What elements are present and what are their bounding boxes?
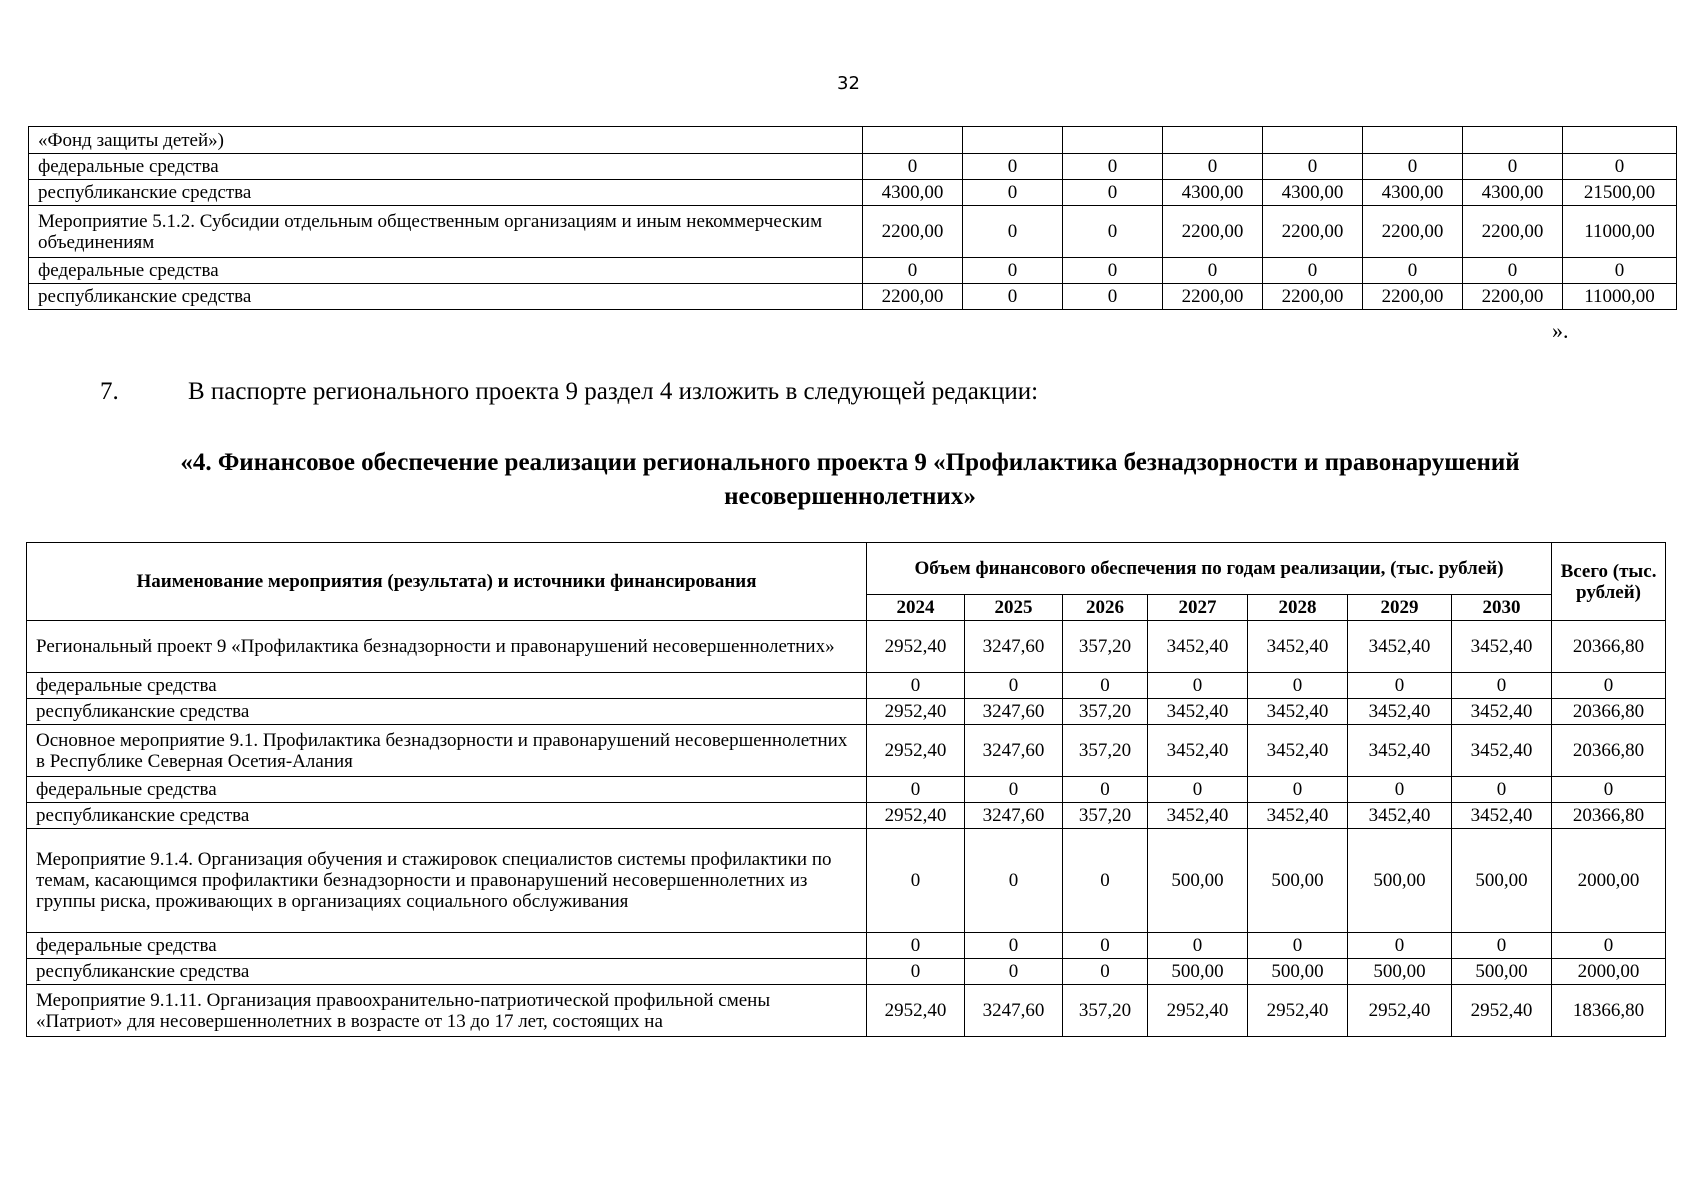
cell-value: 0: [1552, 933, 1666, 959]
cell-value: 0: [1063, 154, 1163, 180]
header-year: 2024: [867, 595, 965, 621]
cell-value: 3247,60: [965, 725, 1063, 777]
cell-value: 0: [1063, 777, 1148, 803]
cell-value: 0: [1563, 154, 1677, 180]
cell-value: 4300,00: [1463, 180, 1563, 206]
header-year: 2030: [1452, 595, 1552, 621]
closing-quote: ».: [1552, 318, 1569, 343]
financing-table-continued: [28, 126, 1677, 310]
cell-value: 0: [1163, 154, 1263, 180]
table-row: [29, 180, 1677, 206]
cell-value: [1463, 127, 1563, 154]
table-row: [29, 258, 1677, 284]
cell-value: 0: [1148, 933, 1248, 959]
cell-value: 0: [867, 777, 965, 803]
cell-value: 2200,00: [1463, 206, 1563, 258]
cell-value: 2952,40: [867, 985, 965, 1037]
cell-value: 2952,40: [1452, 985, 1552, 1037]
cell-value: 0: [1248, 673, 1348, 699]
header-year: 2027: [1148, 595, 1248, 621]
cell-value: 0: [965, 933, 1063, 959]
cell-value: 3452,40: [1452, 621, 1552, 673]
cell-value: 3452,40: [1148, 803, 1248, 829]
row-label: республиканские средства: [29, 284, 863, 310]
cell-value: 2952,40: [867, 621, 965, 673]
row-label: федеральные средства: [29, 154, 863, 180]
cell-value: 3452,40: [1248, 699, 1348, 725]
cell-value: 0: [1348, 777, 1452, 803]
cell-value: 0: [965, 673, 1063, 699]
cell-value: 3247,60: [965, 803, 1063, 829]
cell-value: 0: [1248, 777, 1348, 803]
cell-value: 2952,40: [867, 699, 965, 725]
cell-value: 0: [867, 959, 965, 985]
cell-value: 0: [1148, 673, 1248, 699]
cell-value: [963, 127, 1063, 154]
cell-value: 0: [963, 258, 1063, 284]
cell-value: 2200,00: [1363, 284, 1463, 310]
table-row: [27, 933, 1666, 959]
cell-value: 0: [1463, 258, 1563, 284]
cell-value: [1563, 127, 1677, 154]
cell-value: 0: [1263, 154, 1363, 180]
row-label: республиканские средства: [27, 959, 867, 985]
row-label: федеральные средства: [27, 933, 867, 959]
cell-value: 0: [1063, 180, 1163, 206]
row-label: республиканские средства: [27, 699, 867, 725]
cell-value: 3247,60: [965, 699, 1063, 725]
header-year: 2029: [1348, 595, 1452, 621]
row-label: Основное мероприятие 9.1. Профилактика безнадзорности и правонарушений несовершеннолетних в Республике Северная Осетия-Алания: [27, 725, 867, 777]
cell-value: 0: [1563, 258, 1677, 284]
header-volume: Объем финансового обеспечения по годам реализации, (тыс. рублей): [867, 543, 1552, 595]
cell-value: 2952,40: [867, 803, 965, 829]
cell-value: 3452,40: [1348, 803, 1452, 829]
cell-value: 4300,00: [863, 180, 963, 206]
row-label: республиканские средства: [27, 803, 867, 829]
cell-value: 357,20: [1063, 621, 1148, 673]
cell-value: 3452,40: [1248, 803, 1348, 829]
cell-value: 3452,40: [1452, 725, 1552, 777]
cell-value: 2200,00: [1163, 206, 1263, 258]
table-row: [27, 699, 1666, 725]
table-row: [27, 985, 1666, 1037]
table-row: [27, 725, 1666, 777]
cell-value: 0: [1063, 959, 1148, 985]
cell-value: 4300,00: [1363, 180, 1463, 206]
cell-value: 20366,80: [1552, 699, 1666, 725]
cell-value: 0: [1363, 154, 1463, 180]
cell-value: 3452,40: [1148, 621, 1248, 673]
cell-value: 3247,60: [965, 621, 1063, 673]
cell-value: 0: [963, 206, 1063, 258]
cell-value: 0: [965, 777, 1063, 803]
row-label: федеральные средства: [27, 673, 867, 699]
cell-value: 0: [1452, 673, 1552, 699]
cell-value: 11000,00: [1563, 206, 1677, 258]
page-number: 32: [837, 73, 860, 94]
cell-value: [1363, 127, 1463, 154]
cell-value: 357,20: [1063, 725, 1148, 777]
cell-value: 3452,40: [1248, 725, 1348, 777]
cell-value: 0: [1452, 933, 1552, 959]
cell-value: [863, 127, 963, 154]
item-number: 7.: [100, 378, 119, 405]
cell-value: 2952,40: [867, 725, 965, 777]
row-label: Мероприятие 5.1.2. Субсидии отдельным общественным организациям и иным некоммерческим объединениям: [29, 206, 863, 258]
cell-value: 500,00: [1148, 959, 1248, 985]
cell-value: 18366,80: [1552, 985, 1666, 1037]
cell-value: 2200,00: [1263, 206, 1363, 258]
cell-value: 500,00: [1452, 959, 1552, 985]
cell-value: 2200,00: [1363, 206, 1463, 258]
cell-value: 0: [1552, 777, 1666, 803]
cell-value: 0: [863, 258, 963, 284]
cell-value: 0: [863, 154, 963, 180]
header-year: 2025: [965, 595, 1063, 621]
row-label: федеральные средства: [27, 777, 867, 803]
cell-value: 0: [1452, 777, 1552, 803]
cell-value: 0: [1463, 154, 1563, 180]
cell-value: 0: [1348, 933, 1452, 959]
cell-value: 2200,00: [1263, 284, 1363, 310]
cell-value: 3452,40: [1248, 621, 1348, 673]
header-year: 2026: [1063, 595, 1148, 621]
row-label: «Фонд защиты детей»): [29, 127, 863, 154]
table-row: [27, 803, 1666, 829]
cell-value: 3452,40: [1348, 699, 1452, 725]
cell-value: 0: [1063, 933, 1148, 959]
table-row: [29, 154, 1677, 180]
cell-value: 2000,00: [1552, 829, 1666, 933]
cell-value: 3452,40: [1148, 699, 1248, 725]
row-label: Мероприятие 9.1.11. Организация правоохранительно-патриотической профильной смены «Патриот» для несовершеннолетних в возрасте от 13 до 17 лет, состоящих на: [27, 985, 867, 1037]
cell-value: 3452,40: [1452, 699, 1552, 725]
item-text: В паспорте регионального проекта 9 раздел 4 изложить в следующей редакции:: [188, 378, 1039, 405]
cell-value: 0: [1148, 777, 1248, 803]
row-label: республиканские средства: [29, 180, 863, 206]
header-total: Всего (тыс. рублей): [1552, 543, 1666, 621]
section-title: «4. Финансовое обеспечение реализации регионального проекта 9 «Профилактика безнадзорности и правонарушений несовершеннолетних»: [180, 449, 1520, 510]
cell-value: 2200,00: [863, 206, 963, 258]
cell-value: 0: [867, 673, 965, 699]
cell-value: 2200,00: [1163, 284, 1263, 310]
cell-value: 0: [1363, 258, 1463, 284]
amendment-item-7: [100, 378, 1038, 406]
cell-value: 0: [867, 829, 965, 933]
cell-value: 20366,80: [1552, 621, 1666, 673]
cell-value: 20366,80: [1552, 803, 1666, 829]
cell-value: 3452,40: [1148, 725, 1248, 777]
cell-value: 2000,00: [1552, 959, 1666, 985]
cell-value: 0: [1248, 933, 1348, 959]
cell-value: 0: [965, 959, 1063, 985]
cell-value: [1163, 127, 1263, 154]
cell-value: 0: [1552, 673, 1666, 699]
cell-value: 357,20: [1063, 699, 1148, 725]
cell-value: 357,20: [1063, 985, 1148, 1037]
cell-value: 0: [963, 180, 1063, 206]
cell-value: 2200,00: [1463, 284, 1563, 310]
cell-value: 0: [1263, 258, 1363, 284]
cell-value: 0: [867, 933, 965, 959]
table-row: [27, 829, 1666, 933]
header-name: Наименование мероприятия (результата) и источники финансирования: [27, 543, 867, 621]
table-row: [29, 284, 1677, 310]
table-row: [27, 621, 1666, 673]
cell-value: 3452,40: [1348, 621, 1452, 673]
cell-value: 21500,00: [1563, 180, 1677, 206]
cell-value: 3452,40: [1452, 803, 1552, 829]
cell-value: 0: [1063, 673, 1148, 699]
cell-value: 0: [963, 284, 1063, 310]
cell-value: 2952,40: [1148, 985, 1248, 1037]
table-row: [27, 959, 1666, 985]
cell-value: 0: [1063, 206, 1163, 258]
financing-table: [26, 542, 1666, 1037]
table-row: [29, 206, 1677, 258]
cell-value: 500,00: [1348, 829, 1452, 933]
cell-value: 500,00: [1148, 829, 1248, 933]
cell-value: 2952,40: [1248, 985, 1348, 1037]
cell-value: 500,00: [1248, 959, 1348, 985]
cell-value: 500,00: [1248, 829, 1348, 933]
cell-value: 4300,00: [1163, 180, 1263, 206]
cell-value: 3452,40: [1348, 725, 1452, 777]
cell-value: 500,00: [1452, 829, 1552, 933]
cell-value: 4300,00: [1263, 180, 1363, 206]
cell-value: 0: [1063, 258, 1163, 284]
cell-value: 357,20: [1063, 803, 1148, 829]
cell-value: 2200,00: [863, 284, 963, 310]
cell-value: 20366,80: [1552, 725, 1666, 777]
row-label: федеральные средства: [29, 258, 863, 284]
row-label: Мероприятие 9.1.4. Организация обучения и стажировок специалистов системы профилактики по темам, касающимся профилактики безнадзорности и правонарушений несовершеннолетних из группы риска, проживающих в организациях социального обслуживания: [27, 829, 867, 933]
table-row: [29, 127, 1677, 154]
cell-value: 0: [1163, 258, 1263, 284]
cell-value: 0: [963, 154, 1063, 180]
cell-value: [1063, 127, 1163, 154]
table-row: [27, 673, 1666, 699]
cell-value: [1263, 127, 1363, 154]
table-row: [27, 777, 1666, 803]
cell-value: 2952,40: [1348, 985, 1452, 1037]
cell-value: 500,00: [1348, 959, 1452, 985]
cell-value: 0: [1063, 829, 1148, 933]
cell-value: 0: [1063, 284, 1163, 310]
cell-value: 0: [965, 829, 1063, 933]
cell-value: 3247,60: [965, 985, 1063, 1037]
cell-value: 11000,00: [1563, 284, 1677, 310]
header-year: 2028: [1248, 595, 1348, 621]
row-label: Региональный проект 9 «Профилактика безнадзорности и правонарушений несовершеннолетних»: [27, 621, 867, 673]
cell-value: 0: [1348, 673, 1452, 699]
